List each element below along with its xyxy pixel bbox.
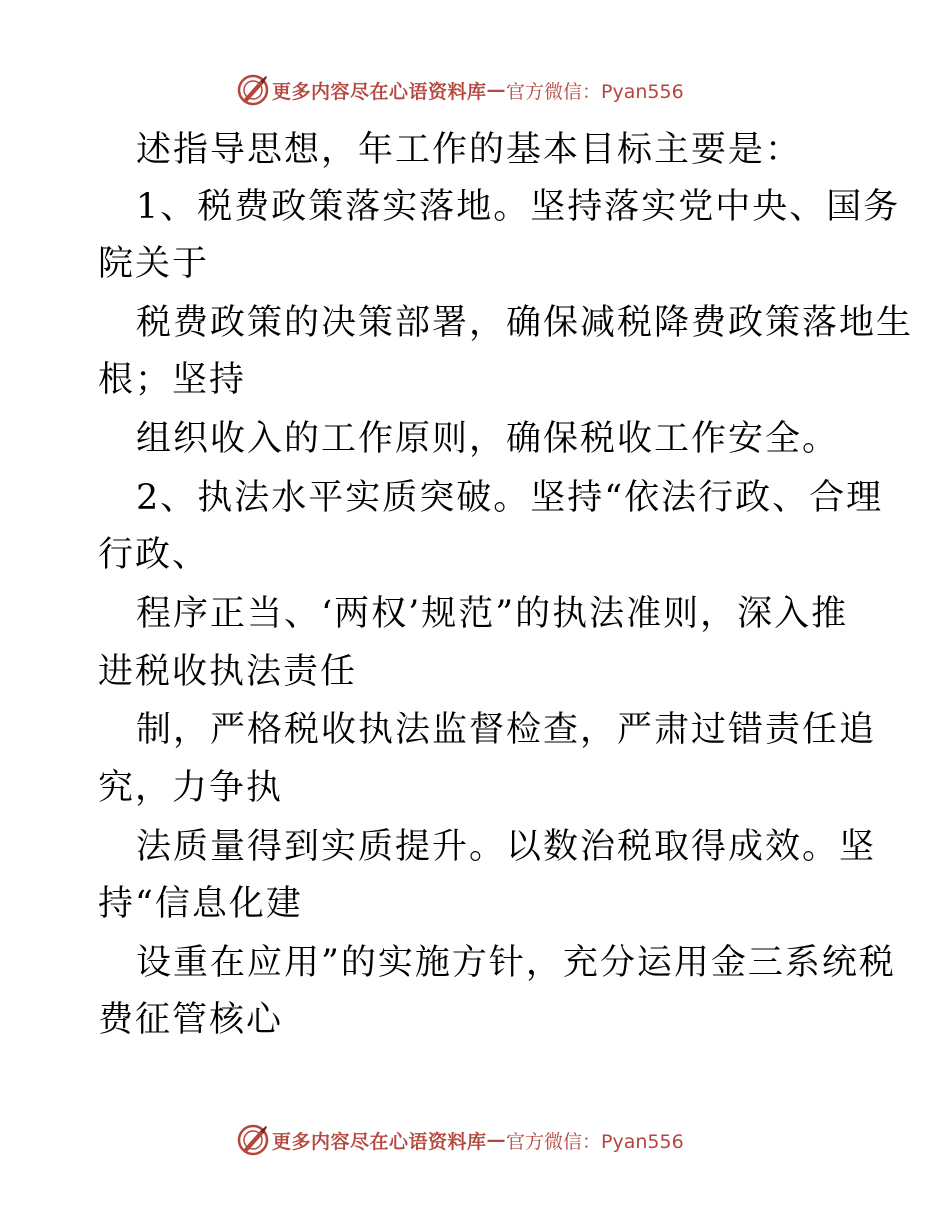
text-line: 制，严格税收执法监督检查，严肃过错责任追 — [136, 710, 877, 750]
text-line: 述指导思想，年工作的基本目标主要是： — [136, 130, 803, 170]
text-line: 税费政策的决策部署，确保减税降费政策落地生 — [136, 303, 914, 343]
text-line: 组织收入的工作原则，确保税收工作安全。 — [136, 419, 840, 459]
watermark-main-text: 更多内容尽在心语资料库 — [272, 1130, 487, 1153]
text-line: 法质量得到实质提升。以数治税取得成效。坚 — [136, 827, 877, 867]
text-line: 1、税费政策落实落地。坚持落实党中央、国务 — [136, 187, 901, 227]
text-line: 费征管核心 — [98, 1000, 284, 1040]
text-line: 2、执法水平实质突破。坚持“依法行政、合理 — [136, 478, 884, 518]
text-line: 程序正当、‘两权’规范”的执法准则，深入推 — [136, 594, 849, 634]
footer-watermark — [236, 1122, 684, 1158]
watermark-wechat-text: 官方微信：Pyan556 — [506, 1130, 684, 1153]
quill-pen-icon — [236, 73, 270, 107]
watermark-dash: — — [486, 1129, 507, 1151]
header-watermark — [236, 72, 684, 108]
watermark-wechat-text: 官方微信：Pyan556 — [506, 80, 684, 103]
watermark-main-text: 更多内容尽在心语资料库 — [272, 80, 487, 103]
text-line: 根；坚持 — [98, 360, 247, 400]
text-line: 行政、 — [98, 535, 210, 575]
text-line: 持“信息化建 — [98, 884, 303, 924]
text-line: 究，力争执 — [98, 768, 284, 808]
quill-pen-icon — [236, 1123, 270, 1157]
text-line: 设重在应用”的实施方针，充分运用金三系统税 — [136, 943, 896, 983]
text-line: 院关于 — [98, 244, 210, 284]
watermark-dash: — — [486, 79, 507, 101]
text-line: 进税收执法责任 — [98, 652, 358, 692]
